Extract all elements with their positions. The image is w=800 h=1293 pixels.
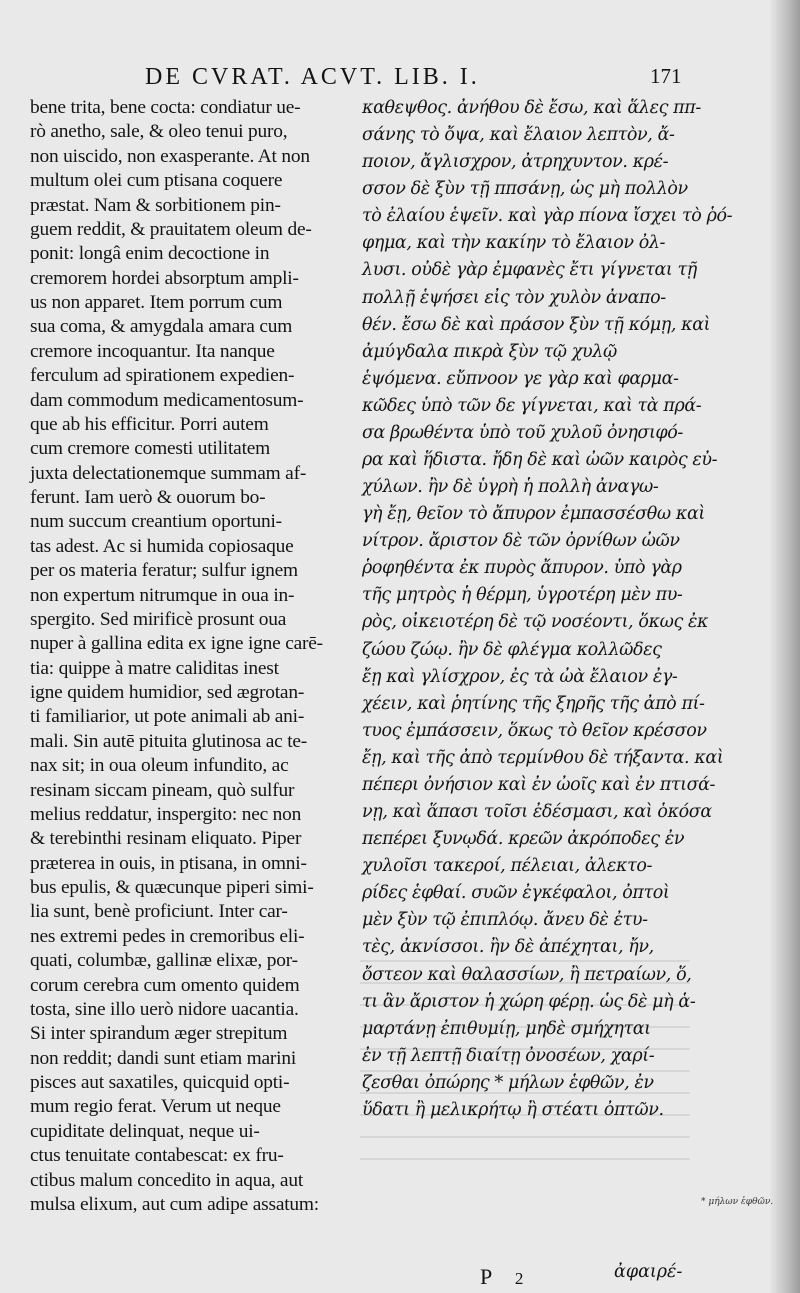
latin-text-line: ctus tenuitate contabescat: ex fru- bbox=[30, 1145, 284, 1167]
greek-text-line: ὕδατι ἢ μελικρήτῳ ἢ στέατι ὀπτῶν. bbox=[362, 1099, 664, 1120]
latin-text-line: cupiditate delinquat, neque ui- bbox=[30, 1120, 260, 1142]
latin-text-line: mum regio ferat. Verum ut neque bbox=[30, 1096, 281, 1118]
page-number: 171 bbox=[650, 64, 682, 88]
latin-text-line: dam commodum medicamentosum- bbox=[30, 389, 304, 411]
greek-text-line: καθεψθος. ἀνήθου δὲ ἔσω, καὶ ἅλες ππ- bbox=[362, 98, 701, 118]
greek-text-line: κῶδες ὑπὸ τῶν δε γίγνεται, καὶ τὰ πρά- bbox=[362, 395, 702, 416]
latin-text-line: igne quidem humidior, sed ægrotan- bbox=[30, 682, 305, 703]
latin-text-line: non uiscido, non exasperante. At non bbox=[30, 145, 310, 167]
latin-text-line: resinam siccam pineam, quò sulfur bbox=[30, 779, 295, 801]
latin-text-line: non expertum nitrumque in oua in- bbox=[30, 584, 295, 606]
greek-text-line: πεπέρει ξυνῳδά. κρεῶν ἀκρόποδες ἐν bbox=[362, 829, 685, 850]
latin-text-column bbox=[30, 96, 355, 1217]
signature-number: 2 bbox=[514, 1269, 524, 1288]
greek-text-line: χέειν, καὶ ῥητίνης τῆς ξηρῆς τῆς ἀπὸ πί- bbox=[362, 693, 705, 714]
latin-text-line: juxta delectationemque summam af- bbox=[30, 462, 307, 484]
latin-text-line: mulsa elixum, aut cum adipe assatum: bbox=[30, 1193, 319, 1215]
greek-text-line: ζεσθαι ὀπώρης * μήλων ἑφθῶν, ἐν bbox=[362, 1072, 654, 1093]
greek-text-line: ἀμύγδαλα πικρὰ ξὺν τῷ χυλῷ bbox=[362, 341, 617, 362]
greek-text-line: τῆς μητρὸς ἡ θέρμη, ὑγροτέρη μὲν πυ- bbox=[362, 585, 683, 606]
latin-text-line: guem reddit, & prauitatem oleum de- bbox=[30, 218, 312, 240]
latin-text-line: cremorem hordei absorptum ampli- bbox=[30, 267, 299, 289]
latin-text-line: que ab his efficitur. Porri autem bbox=[30, 413, 269, 435]
latin-text-line: sua coma, & amygdala amara cum bbox=[30, 316, 293, 338]
latin-text-line: ferunt. Iam uerò & ouorum bo- bbox=[30, 487, 266, 508]
greek-text-line: μαρτάνῃ ἐπιθυμίῃ, μηδὲ σμήχηται bbox=[362, 1018, 651, 1039]
greek-text-line: θέν. ἔσω δὲ καὶ πράσον ξὺν τῇ κόμῃ, καὶ bbox=[362, 314, 711, 335]
greek-text-line: γὴ ἔῃ, θεῖον τὸ ἄπυρον ἐμπασσέσθω καὶ bbox=[362, 504, 705, 525]
latin-text-line: præstat. Nam & sorbitionem pin- bbox=[30, 194, 281, 216]
greek-text-line: ἑψόμενα. εὔπνοον γε γὰρ καὶ φαρμα- bbox=[362, 368, 679, 389]
latin-text-line: cremore incoquantur. Ita nanque bbox=[30, 340, 275, 362]
latin-text-line: tas adest. Ac si humida copiosaque bbox=[30, 535, 294, 557]
latin-text-line: præterea in ouis, in ptisana, in omni- bbox=[30, 852, 307, 874]
latin-text-line: us non apparet. Item porrum cum bbox=[30, 292, 283, 313]
latin-text-line: & terebinthi resinam eliquato. Piper bbox=[30, 828, 302, 850]
greek-text-line: πολλῇ ἑψήσει εἰς τὸν χυλὸν ἀναπο- bbox=[362, 287, 666, 308]
greek-text-line: μὲν ξὺν τῷ ἐπιπλόῳ. ἄνευ δὲ ἐτυ- bbox=[362, 910, 648, 931]
greek-text-line: ρίδες ἑφθαί. συῶν ἐγκέφαλοι, ὀπτοὶ bbox=[362, 883, 670, 904]
latin-text-line: cum cremore comesti utilitatem bbox=[30, 438, 271, 460]
signature-mark bbox=[480, 1264, 523, 1290]
greek-text-line: σάνης τὸ ὄψα, καὶ ἔλαιον λεπτὸν, ἄ- bbox=[362, 125, 675, 146]
latin-text-line: pisces aut saxatiles, quicquid opti- bbox=[30, 1072, 290, 1093]
latin-text-line: bene trita, bene cocta: condiatur ue- bbox=[30, 97, 301, 118]
latin-text-line: num succum creantium oportuni- bbox=[30, 511, 282, 533]
greek-text-line: ρὸς, οἰκειοτέρη δὲ τῷ νοσέοντι, ὅκως ἐκ bbox=[362, 612, 709, 633]
greek-text-line: χυλοῖσι τακεροί, πέλειαι, ἀλεκτο- bbox=[362, 856, 653, 877]
greek-text-line: ῥοφηθέντα ἐκ πυρὸς ἄπυρον. ὑπὸ γὰρ bbox=[362, 558, 682, 579]
catchword: ἀφαιρέ- bbox=[614, 1262, 683, 1282]
latin-text-line: tosta, sine illo uerò nidore uacantia. bbox=[30, 998, 299, 1020]
latin-text-line: multum olei cum ptisana coquere bbox=[30, 170, 283, 192]
latin-text-line: tia: quippe à matre caliditas inest bbox=[30, 657, 279, 679]
latin-text-line: ctibus malum concedito in aqua, aut bbox=[30, 1169, 304, 1191]
signature-letter: P bbox=[480, 1264, 492, 1289]
greek-text-line: νῃ, καὶ ἅπασι τοῖσι ἐδέσμασι, καὶ ὁκόσα bbox=[362, 802, 712, 823]
greek-text-line: χύλων. ἢν δὲ ὑγρὴ ἡ πολλὴ ἀναγω- bbox=[362, 477, 659, 498]
latin-text-line: rò anetho, sale, & oleo tenui puro, bbox=[30, 121, 288, 143]
latin-text-line: corum cerebra cum omento quidem bbox=[30, 974, 300, 996]
margin-note: * μήλων ἑφθῶν. bbox=[701, 1197, 774, 1207]
greek-text-line: ἐν τῇ λεπτῇ διαίτῃ ὀνοσέων, χαρί- bbox=[362, 1045, 655, 1066]
latin-text-line: Si inter spirandum æger strepitum bbox=[30, 1023, 288, 1045]
latin-text-line: mali. Sin autē pituita glutinosa ac te- bbox=[30, 730, 308, 752]
greek-text-line: τυος ἐμπάσσειν, ὅκως τὸ θεῖον κρέσσον bbox=[362, 720, 707, 741]
latin-text-line: ti familiarior, ut pote animali ab ani- bbox=[30, 706, 305, 728]
latin-text-line: non reddit; dandi sunt etiam marini bbox=[30, 1047, 297, 1069]
latin-text-line: melius reddatur, inspergito: nec non bbox=[30, 803, 302, 825]
greek-text-line: ὄστεον καὶ θαλασσίων, ἢ πετραίων, ὅ, bbox=[362, 964, 692, 985]
greek-text-line: λυσι. οὐδὲ γὰρ ἐμφανὲς ἔτι γίγνεται τῇ bbox=[362, 260, 697, 281]
greek-text-column bbox=[362, 95, 762, 1124]
greek-text-line: σα βρωθέντα ὑπὸ τοῦ χυλοῦ ὀνησιφό- bbox=[362, 422, 683, 443]
greek-text-line: ἔῃ καὶ γλίσχρον, ἐς τὰ ὠὰ ἔλαιον ἐγ- bbox=[362, 666, 678, 687]
greek-text-line: ἔῃ, καὶ τῆς ἀπὸ τερμίνθου δὲ τήξαντα. καὶ bbox=[362, 747, 724, 768]
page-gutter-shadow bbox=[770, 0, 800, 1293]
greek-text-line: ρα καὶ ἥδιστα. ἤδη δὲ καὶ ὠῶν καιρὸς εὐ- bbox=[362, 450, 718, 471]
latin-text-line: per os materia feratur; sulfur ignem bbox=[30, 560, 298, 582]
greek-text-line: φημα, καὶ τὴν κακίην τὸ ἔλαιον ὀλ- bbox=[362, 233, 666, 254]
running-head-title: DE CVRAT. ACVT. LIB. I. bbox=[145, 64, 480, 90]
latin-text-line: quati, columbæ, gallinæ elixæ, por- bbox=[30, 950, 298, 972]
latin-text-line: nuper à gallina edita ex igne igne carē- bbox=[30, 633, 323, 655]
greek-text-line: τὲς, ἀκνίσσοι. ἢν δὲ ἀπέχηται, ἤν, bbox=[362, 937, 654, 958]
greek-text-line: σσον δὲ ξὺν τῇ ππσάνῃ, ὡς μὴ πολλὸν bbox=[362, 179, 688, 200]
running-header bbox=[145, 64, 775, 92]
latin-text-line: nax sit; in oua oleum infundito, ac bbox=[30, 755, 289, 777]
greek-text-line: τι ἂν ἄριστον ἡ χώρη φέρῃ. ὡς δὲ μὴ ἁ- bbox=[362, 991, 696, 1012]
greek-text-line: ποιον, ἄγλισχρον, ἀτρηχυντον. κρέ- bbox=[362, 152, 669, 173]
greek-text-line: πέπερι ὀνήσιον καὶ ἐν ὠοῖς καὶ ἐν πτισά- bbox=[362, 774, 716, 795]
greek-text-line: ζώου ζώῳ. ἢν δὲ φλέγμα κολλῶδες bbox=[362, 639, 662, 660]
latin-text-line: spergito. Sed mirificè prosunt oua bbox=[30, 608, 287, 630]
latin-text-line: ponit: longâ enim decoctione in bbox=[30, 243, 270, 265]
latin-text-line: nes extremi pedes in cremoribus eli- bbox=[30, 925, 305, 947]
latin-text-line: lia sunt, benè proficiunt. Inter car- bbox=[30, 901, 288, 923]
latin-text-line: ferculum ad spirationem expedien- bbox=[30, 365, 295, 387]
greek-text-line: νίτρον. ἄριστον δὲ τῶν ὀρνίθων ὠῶν bbox=[362, 531, 680, 552]
greek-text-line: τὸ ἐλαίου ἑψεῖν. καὶ γὰρ πίονα ἴσχει τὸ ῥό- bbox=[362, 206, 733, 227]
latin-text-line: bus epulis, & quæcunque piperi simi- bbox=[30, 877, 314, 898]
